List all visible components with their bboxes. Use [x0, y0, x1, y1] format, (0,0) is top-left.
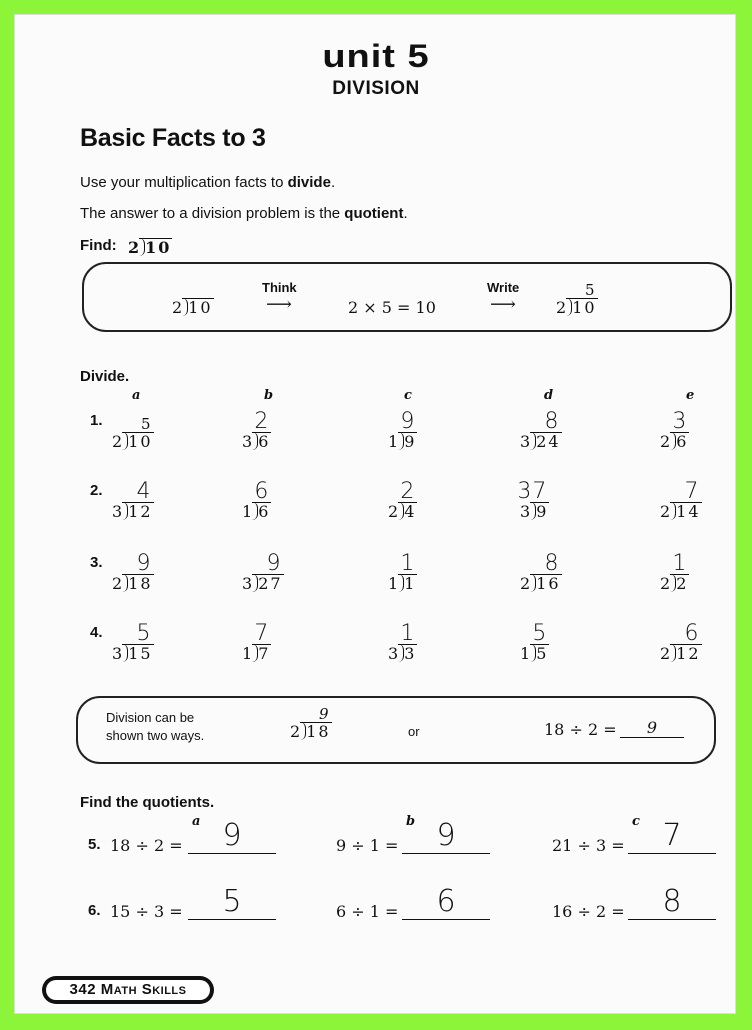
divisor: 2: [112, 432, 123, 451]
row-number: 4.: [90, 624, 103, 641]
row-number: 3.: [90, 554, 103, 571]
two-ways-text-1: Division can be: [106, 710, 195, 725]
unit-subtitle: DIVISION: [332, 78, 420, 99]
divisor: 3: [112, 644, 123, 663]
write-label: Write: [487, 280, 520, 295]
division-problem: [660, 621, 702, 663]
dividend: 14: [670, 502, 701, 521]
column-letter: a: [132, 388, 141, 403]
quotient-answer[interactable]: 2: [400, 479, 416, 504]
answer-blank[interactable]: [188, 884, 276, 920]
quotient-answer[interactable]: 9: [266, 551, 282, 576]
divisor: 3: [388, 644, 399, 663]
row-number: 2.: [90, 482, 103, 499]
dividend: 2: [670, 574, 689, 593]
division-problem: [112, 479, 154, 521]
divisor: 1: [242, 644, 253, 663]
division-problem: [660, 479, 702, 521]
dividend: 16: [530, 574, 561, 593]
division-problem: [660, 409, 689, 451]
dividend: 6: [252, 432, 271, 451]
think-label: Think: [262, 280, 297, 295]
handwritten-answer: 9: [188, 818, 276, 854]
quotient-answer[interactable]: 1: [672, 551, 688, 576]
divide-heading: Divide.: [80, 368, 130, 385]
example-written: 2 10 5: [556, 281, 597, 317]
quotient-answer[interactable]: 5: [532, 621, 548, 646]
quotient-answer[interactable]: 37: [517, 479, 548, 504]
division-problem: [388, 409, 417, 451]
division-problem: [520, 409, 562, 451]
dividend: 12: [670, 644, 701, 663]
divisor: 1: [388, 574, 399, 593]
arrow-icon: ⟶: [266, 294, 292, 315]
example-box: [82, 262, 732, 332]
division-problem: [517, 479, 549, 521]
find-problem: 2 10: [128, 238, 172, 257]
division-problem: [388, 551, 417, 593]
two-ways-equation: 18 ÷ 2 =: [544, 720, 617, 739]
dividend: 9: [398, 432, 417, 451]
divisor: 2: [660, 502, 671, 521]
two-ways-answer-blank: 9: [620, 718, 684, 738]
column-letter: b: [406, 814, 416, 829]
quotient-answer[interactable]: 6: [254, 479, 270, 504]
divisor: 3: [520, 432, 531, 451]
unit-title: unit 5: [322, 39, 430, 75]
division-problem: [242, 551, 284, 593]
divisor: 3: [520, 502, 531, 521]
quotient-answer[interactable]: 3: [672, 409, 688, 434]
dividend: 5: [530, 644, 549, 663]
quotient-answer[interactable]: 8: [544, 551, 560, 576]
dividend: 10: [122, 432, 153, 451]
dividend: 4: [398, 502, 417, 521]
divisor: 1: [388, 432, 399, 451]
book-title: Math Skills: [100, 981, 187, 998]
example-problem: 2 10: [172, 298, 213, 317]
column-letter: b: [264, 388, 274, 403]
quotients-heading: Find the quotients.: [80, 794, 215, 811]
find-line: Find:: [80, 237, 117, 254]
quotient-answer[interactable]: 5: [141, 415, 152, 433]
quotient-answer[interactable]: 2: [254, 409, 270, 434]
dividend: 3: [398, 644, 417, 663]
divisor: 1: [242, 502, 253, 521]
dividend: 7: [252, 644, 271, 663]
division-problem: [242, 621, 271, 663]
division-problem: [388, 621, 417, 663]
handwritten-answer: 9: [402, 818, 490, 854]
dividend: 6: [670, 432, 689, 451]
divisor: 1: [520, 644, 531, 663]
row-number: 6.: [88, 902, 101, 919]
two-ways-text-2: shown two ways.: [106, 728, 205, 743]
arrow-icon: ⟶: [490, 294, 516, 315]
column-letter: d: [544, 388, 554, 403]
division-problem: [112, 415, 154, 451]
dividend: 12: [122, 502, 153, 521]
column-letter: e: [686, 388, 695, 403]
column-letter: c: [632, 814, 640, 829]
answer-blank[interactable]: [628, 818, 716, 854]
quotient-answer[interactable]: 7: [254, 621, 270, 646]
quotient-answer[interactable]: 5: [136, 621, 152, 646]
division-expression: 18 ÷ 2 =: [110, 836, 183, 855]
division-expression: 15 ÷ 3 =: [110, 902, 183, 921]
quotient-answer[interactable]: 9: [400, 409, 416, 434]
quotient-answer[interactable]: 1: [400, 551, 416, 576]
row-number: 5.: [88, 836, 101, 853]
column-letter: a: [192, 814, 201, 829]
division-problem: [112, 621, 154, 663]
dividend: 27: [252, 574, 283, 593]
divisor: 2: [520, 574, 531, 593]
division-problem: [112, 551, 154, 593]
divisor: 2: [112, 574, 123, 593]
or-label: or: [408, 724, 420, 739]
division-problem: [242, 409, 271, 451]
dividend: 9: [530, 502, 549, 521]
answer-blank[interactable]: [628, 884, 716, 920]
footer-badge: [42, 976, 214, 1004]
answer-blank[interactable]: [402, 884, 490, 920]
handwritten-answer: 5: [188, 884, 276, 920]
dividend: 6: [252, 502, 271, 521]
division-problem: [520, 621, 549, 663]
division-problem: [388, 479, 417, 521]
division-problem: [520, 551, 562, 593]
column-letter: c: [404, 388, 412, 403]
divisor: 2: [388, 502, 399, 521]
think-equation: 2 × 5 = 10: [348, 298, 436, 317]
intro-line-1: Use your multiplication facts to divide.: [80, 174, 336, 191]
dividend: 15: [122, 644, 153, 663]
quotient-answer[interactable]: 6: [684, 621, 700, 646]
section-title: Basic Facts to 3: [80, 124, 266, 152]
handwritten-answer: 6: [402, 884, 490, 920]
division-expression: 21 ÷ 3 =: [552, 836, 625, 855]
page-number: 342: [69, 981, 97, 998]
dividend: 1: [398, 574, 417, 593]
division-expression: 9 ÷ 1 =: [336, 836, 399, 855]
quotient-answer[interactable]: 7: [684, 479, 700, 504]
divisor: 2: [660, 644, 671, 663]
division-problem: [242, 479, 271, 521]
quotient-answer[interactable]: 4: [136, 479, 152, 504]
quotient-answer[interactable]: 9: [136, 551, 152, 576]
divisor: 3: [242, 574, 253, 593]
divisor: 3: [112, 502, 123, 521]
quotient-answer[interactable]: 8: [544, 409, 560, 434]
quotient-answer[interactable]: 1: [400, 621, 416, 646]
divisor: 2: [660, 574, 671, 593]
divisor: 2: [660, 432, 671, 451]
division-problem: [660, 551, 689, 593]
two-ways-problem: 2 18 9: [290, 705, 331, 741]
answer-blank[interactable]: [188, 818, 276, 854]
divisor: 3: [242, 432, 253, 451]
dividend: 24: [530, 432, 561, 451]
dividend: 18: [122, 574, 153, 593]
intro-line-2: The answer to a division problem is the quotient.: [80, 205, 408, 222]
division-expression: 16 ÷ 2 =: [552, 902, 625, 921]
handwritten-answer: 8: [628, 884, 716, 920]
division-expression: 6 ÷ 1 =: [336, 902, 399, 921]
answer-blank[interactable]: [402, 818, 490, 854]
row-number: 1.: [90, 412, 103, 429]
handwritten-answer: 7: [628, 818, 716, 854]
